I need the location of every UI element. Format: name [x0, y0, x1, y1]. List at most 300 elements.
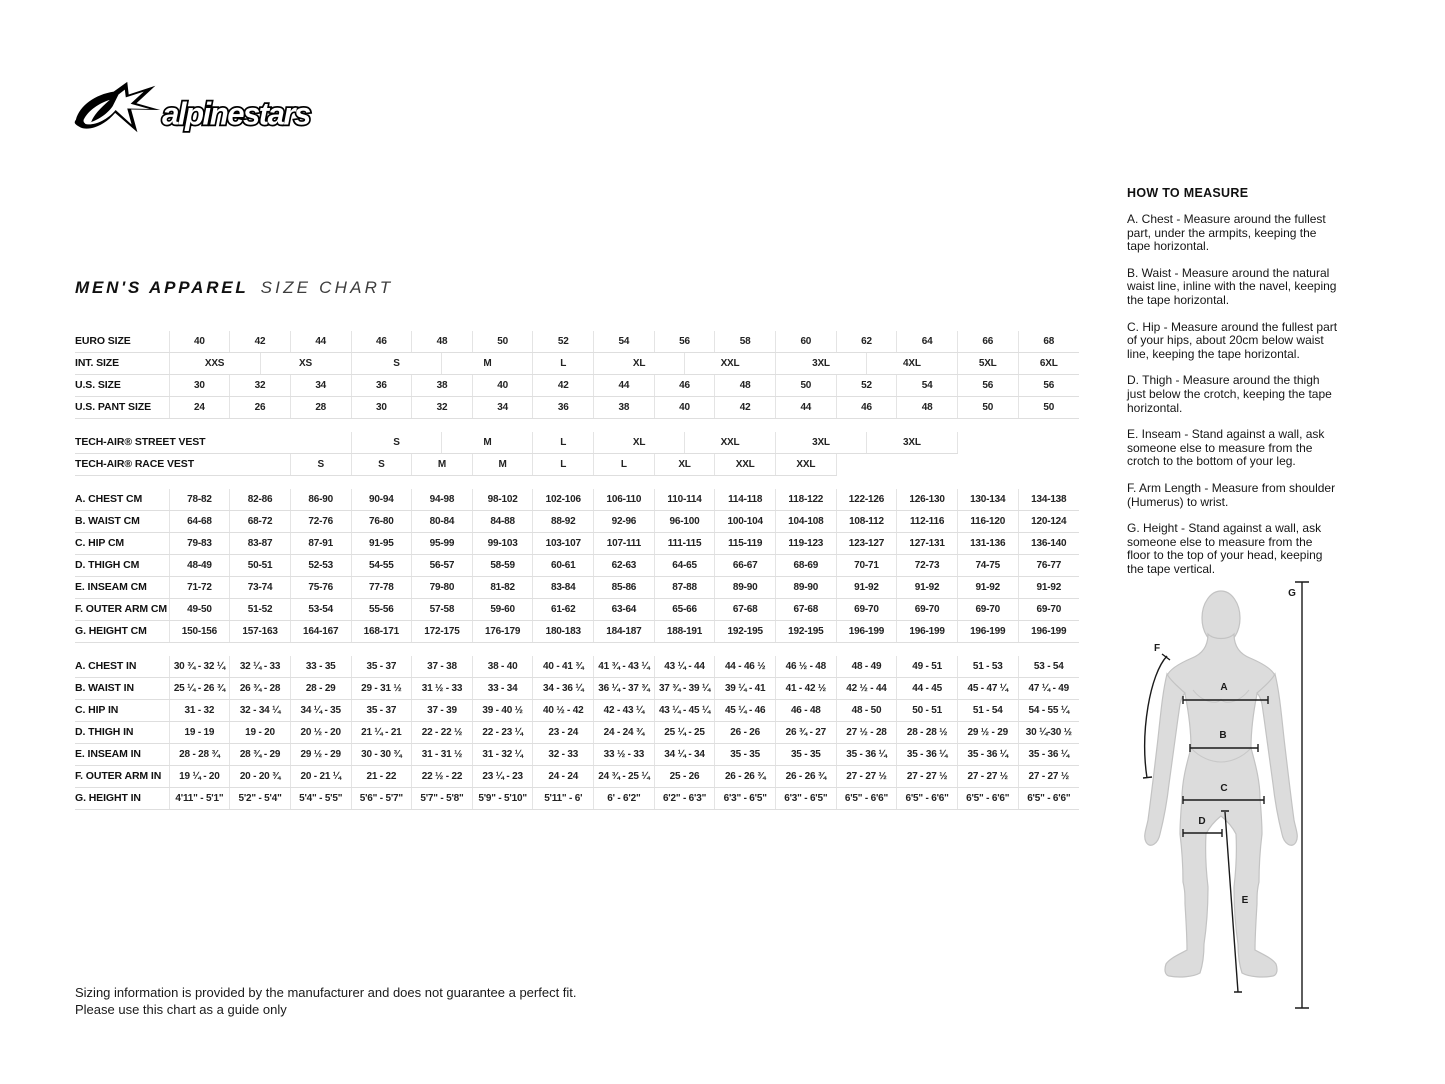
size-cell: 95-99	[412, 533, 473, 555]
size-cell: 21 - 22	[351, 766, 412, 788]
size-cell: 39 ¼ - 41	[715, 678, 776, 700]
size-cell: XS	[260, 353, 351, 375]
size-cell: 37 ¾ - 39 ¼	[654, 678, 715, 700]
size-cell: 52	[836, 375, 897, 397]
size-cell: 122-126	[836, 489, 897, 511]
size-cell: 67-68	[715, 599, 776, 621]
table-row	[75, 375, 1079, 397]
row-label: F. OUTER ARM IN	[75, 766, 169, 788]
size-cell: 35 - 36 ¼	[836, 744, 897, 766]
size-cell: 51 - 53	[957, 656, 1018, 678]
size-cell: 91-92	[1018, 577, 1079, 599]
table-row	[75, 766, 1079, 788]
size-cell: 5'9" - 5'10"	[472, 788, 533, 810]
size-cell: S	[351, 353, 442, 375]
size-cell: 29 - 31 ½	[351, 678, 412, 700]
size-cell: 56-57	[412, 555, 473, 577]
size-cell: 64-65	[654, 555, 715, 577]
size-cell: 31 - 32	[169, 700, 230, 722]
size-cell: 67-68	[775, 599, 836, 621]
size-cell: 46	[836, 397, 897, 419]
size-cell: XXL	[775, 454, 836, 476]
size-cell: 53-54	[290, 599, 351, 621]
size-cell: 33 ½ - 33	[594, 744, 655, 766]
size-cell: 88-92	[533, 511, 594, 533]
size-cell: 69-70	[1018, 599, 1079, 621]
size-cell: 68-69	[775, 555, 836, 577]
size-cell: 120-124	[1018, 511, 1079, 533]
size-cell: XXL	[685, 432, 776, 454]
size-cell: 68-72	[230, 511, 291, 533]
size-cell: 90-94	[351, 489, 412, 511]
measure-step: B. Waist - Measure around the natural waist line, inline with the navel, keeping the tape horizontal.	[1127, 265, 1337, 307]
table-row	[75, 656, 1079, 678]
size-cell: 42	[533, 375, 594, 397]
size-cell: 41 - 42 ½	[775, 678, 836, 700]
measure-step: E. Inseam - Stand against a wall, ask someone else to measure from the crotch to the bottom of your leg.	[1127, 427, 1325, 469]
size-cell: 6'5" - 6'6"	[957, 788, 1018, 810]
size-cell: 5'11" - 6'	[533, 788, 594, 810]
size-cell: 114-118	[715, 489, 776, 511]
size-cell: 150-156	[169, 621, 230, 643]
size-cell: 25 ¼ - 26 ¾	[169, 678, 230, 700]
table-row	[75, 577, 1079, 599]
size-cell: 43 ¼ - 45 ¼	[654, 700, 715, 722]
size-cell: 19 - 20	[230, 722, 291, 744]
table-row	[75, 788, 1079, 810]
size-cell: 42 ½ - 44	[836, 678, 897, 700]
size-cell: 5'2" - 5'4"	[230, 788, 291, 810]
size-cell: 3XL	[775, 353, 866, 375]
size-cell: 91-92	[957, 577, 1018, 599]
size-cell: 28 - 29	[290, 678, 351, 700]
size-cell: 26 ¾ - 27	[775, 722, 836, 744]
size-cell: 6'3" - 6'5"	[775, 788, 836, 810]
size-cell: 44 - 46 ½	[715, 656, 776, 678]
row-label: G. HEIGHT CM	[75, 621, 169, 643]
size-cell: 38	[412, 375, 473, 397]
size-cell: 110-114	[654, 489, 715, 511]
size-cell: 77-78	[351, 577, 412, 599]
size-cell: 28	[290, 397, 351, 419]
size-cell: 107-111	[594, 533, 655, 555]
size-cell: 176-179	[472, 621, 533, 643]
label-inseam: E	[1241, 895, 1249, 906]
size-cell: 81-82	[472, 577, 533, 599]
size-cell: 48-49	[169, 555, 230, 577]
size-cell: M	[442, 432, 533, 454]
size-cell: 38	[594, 397, 655, 419]
size-cell: 54	[897, 375, 958, 397]
size-cell: 55-56	[351, 599, 412, 621]
size-cell: 64	[897, 331, 958, 353]
size-cell: M	[412, 454, 473, 476]
size-cell: 35 - 36 ¼	[1018, 744, 1079, 766]
how-to-measure-heading: HOW TO MEASURE	[1127, 186, 1249, 200]
size-cell: 32	[230, 375, 291, 397]
size-cell: 36 ¼ - 37 ¾	[594, 678, 655, 700]
title-sub: SIZE CHART	[260, 278, 394, 297]
size-cell: 83-84	[533, 577, 594, 599]
size-cell: 30 ¼-30 ½	[1018, 722, 1079, 744]
size-cell: 130-134	[957, 489, 1018, 511]
size-cell: 52	[533, 331, 594, 353]
size-cell: 45 ¼ - 46	[715, 700, 776, 722]
size-cell: 56	[1018, 375, 1079, 397]
size-cell: 25 - 26	[654, 766, 715, 788]
size-cell: 40 ½ - 42	[533, 700, 594, 722]
measure-step: C. Hip - Measure around the fullest part of your hips, about 20cm below waist line, keeping the tape horizontal.	[1127, 319, 1338, 361]
row-label: B. WAIST IN	[75, 678, 169, 700]
row-label: A. CHEST IN	[75, 656, 169, 678]
size-cell: 36	[533, 397, 594, 419]
size-cell: 5'7" - 5'8"	[412, 788, 473, 810]
size-table	[75, 331, 1079, 810]
table-row	[75, 432, 1079, 454]
size-cell: 46 ½ - 48	[775, 656, 836, 678]
size-cell: M	[472, 454, 533, 476]
row-label: B. WAIST CM	[75, 511, 169, 533]
size-cell: 74-75	[957, 555, 1018, 577]
size-cell: 51-52	[230, 599, 291, 621]
size-cell: 75-76	[290, 577, 351, 599]
table-row	[75, 744, 1079, 766]
size-cell: 126-130	[897, 489, 958, 511]
size-cell: 69-70	[897, 599, 958, 621]
footer-line-2: Please use this chart as a guide only	[75, 1001, 287, 1017]
size-cell: 157-163	[230, 621, 291, 643]
row-label: E. INSEAM IN	[75, 744, 169, 766]
size-cell: 48 - 49	[836, 656, 897, 678]
size-cell: 131-136	[957, 533, 1018, 555]
size-cell: 32 ¼ - 33	[230, 656, 291, 678]
size-cell: 192-195	[715, 621, 776, 643]
page-title	[75, 278, 393, 298]
size-cell: L	[594, 454, 655, 476]
table-group-spacer	[75, 419, 1079, 433]
size-cell: M	[442, 353, 533, 375]
table-row	[75, 678, 1079, 700]
size-cell: 63-64	[594, 599, 655, 621]
size-cell: 52-53	[290, 555, 351, 577]
table-row	[75, 533, 1079, 555]
size-cell: 23 - 24	[533, 722, 594, 744]
size-cell: 33 - 35	[290, 656, 351, 678]
size-cell: 48	[412, 331, 473, 353]
size-cell: S	[351, 432, 442, 454]
size-cell: 28 ¾ - 29	[230, 744, 291, 766]
size-cell: 58	[715, 331, 776, 353]
size-cell: 27 - 27 ½	[836, 766, 897, 788]
size-cell: 35 - 37	[351, 656, 412, 678]
row-label: INT. SIZE	[75, 353, 169, 375]
size-cell: 172-175	[412, 621, 473, 643]
size-cell: 48	[897, 397, 958, 419]
size-cell: 41 ¾ - 43 ¼	[594, 656, 655, 678]
size-cell: 4XL	[866, 353, 957, 375]
size-cell: 115-119	[715, 533, 776, 555]
size-cell: 48 - 50	[836, 700, 897, 722]
size-cell: 71-72	[169, 577, 230, 599]
size-cell: 119-123	[775, 533, 836, 555]
size-cell: 87-88	[654, 577, 715, 599]
size-cell: 26 - 26	[715, 722, 776, 744]
size-cell: 69-70	[836, 599, 897, 621]
size-cell: 5'4" - 5'5"	[290, 788, 351, 810]
size-cell: 196-199	[836, 621, 897, 643]
size-cell: 72-76	[290, 511, 351, 533]
size-cell: 20 - 21 ¼	[290, 766, 351, 788]
size-cell: 91-92	[836, 577, 897, 599]
size-cell: 59-60	[472, 599, 533, 621]
measure-step: F. Arm Length - Measure from shoulder (Humerus) to wrist.	[1127, 480, 1336, 509]
table-row	[75, 454, 1079, 476]
size-cell: 48	[715, 375, 776, 397]
table-row	[75, 397, 1079, 419]
row-label: E. INSEAM CM	[75, 577, 169, 599]
size-cell: 35 - 35	[715, 744, 776, 766]
size-cell: 47 ¼ - 49	[1018, 678, 1079, 700]
label-thigh: D	[1198, 816, 1206, 827]
size-cell: 50	[1018, 397, 1079, 419]
size-cell: 27 - 27 ½	[957, 766, 1018, 788]
size-cell: 26 - 26 ¾	[775, 766, 836, 788]
size-cell: 91-92	[897, 577, 958, 599]
size-cell: 116-120	[957, 511, 1018, 533]
size-cell: 40	[654, 397, 715, 419]
size-cell: 78-82	[169, 489, 230, 511]
size-cell: 26 - 26 ¾	[715, 766, 776, 788]
size-cell: 56	[654, 331, 715, 353]
size-cell: 27 - 27 ½	[897, 766, 958, 788]
size-cell: 164-167	[290, 621, 351, 643]
size-cell: 50	[775, 375, 836, 397]
body-measurement-diagram	[1138, 572, 1323, 1017]
size-cell: 92-96	[594, 511, 655, 533]
size-cell: 64-68	[169, 511, 230, 533]
size-cell: 22 - 22 ½	[412, 722, 473, 744]
size-cell: XL	[594, 353, 685, 375]
size-cell: 37 - 38	[412, 656, 473, 678]
size-cell: 69-70	[957, 599, 1018, 621]
size-cell: 20 - 20 ¾	[230, 766, 291, 788]
alpinestars-logo	[72, 80, 324, 140]
size-cell: 62-63	[594, 555, 655, 577]
size-cell: 89-90	[715, 577, 776, 599]
size-cell: 34 - 36 ¼	[533, 678, 594, 700]
size-cell: 50	[472, 331, 533, 353]
size-cell: 29 ½ - 29	[957, 722, 1018, 744]
size-cell: 27 - 27 ½	[1018, 766, 1079, 788]
size-cell: 3XL	[775, 432, 866, 454]
label-height: G	[1288, 588, 1296, 599]
size-cell: 123-127	[836, 533, 897, 555]
table-row	[75, 489, 1079, 511]
size-cell: 34	[290, 375, 351, 397]
row-label: A. CHEST CM	[75, 489, 169, 511]
size-cell: 196-199	[1018, 621, 1079, 643]
size-cell: 5'6" - 5'7"	[351, 788, 412, 810]
row-label: TECH-AIR® STREET VEST	[75, 432, 351, 454]
size-cell: 184-187	[594, 621, 655, 643]
size-cell: 37 - 39	[412, 700, 473, 722]
size-cell: 30 - 30 ¾	[351, 744, 412, 766]
row-label: U.S. SIZE	[75, 375, 169, 397]
size-cell: L	[533, 353, 594, 375]
label-waist: B	[1219, 730, 1227, 741]
size-cell: 24 - 24 ¾	[594, 722, 655, 744]
size-cell: 42	[230, 331, 291, 353]
size-cell: 79-80	[412, 577, 473, 599]
size-cell: 46	[351, 331, 412, 353]
size-cell: 99-103	[472, 533, 533, 555]
row-label: C. HIP IN	[75, 700, 169, 722]
table-group-spacer	[75, 643, 1079, 657]
size-cell: 25 ¼ - 25	[654, 722, 715, 744]
table-row	[75, 722, 1079, 744]
size-cell: 112-116	[897, 511, 958, 533]
size-cell: 100-104	[715, 511, 776, 533]
size-cell: L	[533, 454, 594, 476]
size-cell: 40 - 41 ¾	[533, 656, 594, 678]
size-cell: 51 - 54	[957, 700, 1018, 722]
size-cell: 46	[654, 375, 715, 397]
size-cell: 83-87	[230, 533, 291, 555]
table-row	[75, 555, 1079, 577]
size-cell: 19 ¼ - 20	[169, 766, 230, 788]
size-cell: 73-74	[230, 577, 291, 599]
astar-icon	[75, 82, 160, 132]
size-cell: 50	[957, 397, 1018, 419]
row-label: C. HIP CM	[75, 533, 169, 555]
size-cell: 30 ¾ - 32 ¼	[169, 656, 230, 678]
size-cell: 80-84	[412, 511, 473, 533]
size-cell: 4'11" - 5'1"	[169, 788, 230, 810]
size-cell: 98-102	[472, 489, 533, 511]
size-cell: 33 - 34	[472, 678, 533, 700]
size-cell: 76-80	[351, 511, 412, 533]
size-cell: 70-71	[836, 555, 897, 577]
empty-cell	[836, 454, 1079, 476]
size-cell: 118-122	[775, 489, 836, 511]
size-cell: 28 - 28 ¾	[169, 744, 230, 766]
size-cell: 103-107	[533, 533, 594, 555]
size-cell: 29 ½ - 29	[290, 744, 351, 766]
size-cell: 54	[594, 331, 655, 353]
size-cell: 192-195	[775, 621, 836, 643]
measure-step: G. Height - Stand against a wall, ask someone else to measure from the floor to the top of your head, keeping the tape vertical.	[1127, 521, 1323, 576]
size-cell: 6'5" - 6'6"	[1018, 788, 1079, 810]
label-chest: A	[1220, 682, 1228, 693]
size-table-section	[75, 331, 1081, 810]
size-cell: 23 ¼ - 23	[472, 766, 533, 788]
table-row	[75, 353, 1079, 375]
size-cell: 31 ½ - 33	[412, 678, 473, 700]
size-cell: 35 - 35	[775, 744, 836, 766]
size-cell: 60-61	[533, 555, 594, 577]
size-cell: 24	[169, 397, 230, 419]
size-cell: XL	[594, 432, 685, 454]
size-cell: 6'2" - 6'3"	[654, 788, 715, 810]
size-cell: 72-73	[897, 555, 958, 577]
size-cell: 111-115	[654, 533, 715, 555]
size-cell: 35 - 36 ¼	[957, 744, 1018, 766]
size-cell: 26 ¾ - 28	[230, 678, 291, 700]
size-cell: 44	[290, 331, 351, 353]
size-cell: 85-86	[594, 577, 655, 599]
size-cell: 30	[169, 375, 230, 397]
size-cell: 60	[775, 331, 836, 353]
size-cell: 91-95	[351, 533, 412, 555]
size-cell: 54-55	[351, 555, 412, 577]
size-cell: XL	[654, 454, 715, 476]
size-cell: 127-131	[897, 533, 958, 555]
size-cell: 54 - 55 ¼	[1018, 700, 1079, 722]
size-cell: 26	[230, 397, 291, 419]
size-cell: 32 - 33	[533, 744, 594, 766]
measure-step: D. Thigh - Measure around the thigh just below the crotch, keeping the tape horizontal.	[1127, 373, 1332, 415]
footer-line-1: Sizing information is provided by the manufacturer and does not guarantee a perfect fit.	[75, 985, 577, 1000]
size-cell: 32 - 34 ¼	[230, 700, 291, 722]
row-label: D. THIGH CM	[75, 555, 169, 577]
size-cell: 36	[351, 375, 412, 397]
size-cell: 49 - 51	[897, 656, 958, 678]
size-cell: 31 - 31 ½	[412, 744, 473, 766]
size-cell: 40	[169, 331, 230, 353]
row-label: TECH-AIR® RACE VEST	[75, 454, 290, 476]
size-cell: 50-51	[230, 555, 291, 577]
size-cell: 50 - 51	[897, 700, 958, 722]
table-group-spacer	[75, 476, 1079, 490]
size-cell: 35 - 37	[351, 700, 412, 722]
size-cell: 61-62	[533, 599, 594, 621]
size-cell: 6' - 6'2"	[594, 788, 655, 810]
size-cell: 20 ½ - 20	[290, 722, 351, 744]
size-cell: 6'3" - 6'5"	[715, 788, 776, 810]
size-cell: 104-108	[775, 511, 836, 533]
size-cell: 31 - 32 ¼	[472, 744, 533, 766]
size-cell: 58-59	[472, 555, 533, 577]
size-cell: 19 - 19	[169, 722, 230, 744]
footer-disclaimer	[75, 985, 577, 1018]
size-cell: 87-91	[290, 533, 351, 555]
size-cell: 3XL	[866, 432, 957, 454]
size-cell: 46 - 48	[775, 700, 836, 722]
size-cell: 136-140	[1018, 533, 1079, 555]
size-cell: S	[351, 454, 412, 476]
row-label: D. THIGH IN	[75, 722, 169, 744]
size-cell: 5XL	[957, 353, 1018, 375]
size-cell: 96-100	[654, 511, 715, 533]
row-label: G. HEIGHT IN	[75, 788, 169, 810]
size-cell: 39 - 40 ½	[472, 700, 533, 722]
size-cell: 30	[351, 397, 412, 419]
size-cell: 76-77	[1018, 555, 1079, 577]
size-cell: 82-86	[230, 489, 291, 511]
size-cell: 49-50	[169, 599, 230, 621]
size-cell: 6XL	[1018, 353, 1079, 375]
size-cell: L	[533, 432, 594, 454]
size-cell: 43 ¼ - 44	[654, 656, 715, 678]
size-cell: 44	[594, 375, 655, 397]
table-row	[75, 621, 1079, 643]
title-main: MEN'S APPAREL	[75, 278, 249, 297]
size-cell: XXL	[715, 454, 776, 476]
size-cell: 34 ¼ - 35	[290, 700, 351, 722]
size-cell: 68	[1018, 331, 1079, 353]
size-cell: 66-67	[715, 555, 776, 577]
size-cell: 66	[957, 331, 1018, 353]
